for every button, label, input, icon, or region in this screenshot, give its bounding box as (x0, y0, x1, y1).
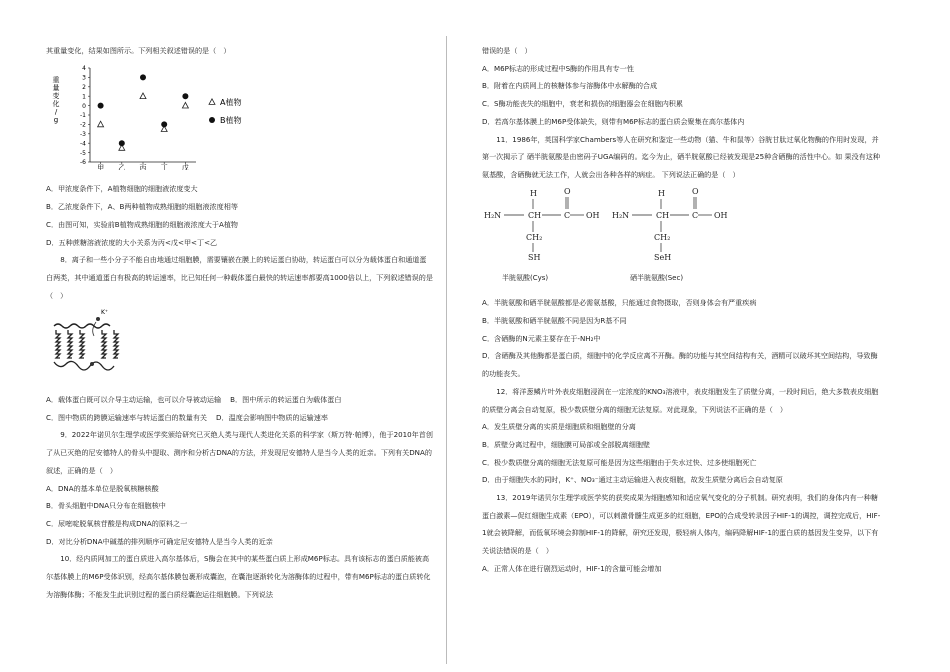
q12-option-a: A．发生质壁分离的实质是细胞质和细胞壁的分离 (482, 422, 636, 432)
b-plant-point (119, 140, 125, 146)
a-plant-point (140, 93, 146, 99)
y-tick-label: 3 (82, 74, 86, 82)
q10-option-c: C．S酶功能丧失的细胞中，衰老和损伤的细胞器会在细胞内积累 (482, 99, 683, 109)
legend-b-marker (209, 117, 215, 123)
svg-text:量: 量 (52, 83, 60, 92)
cys-ch: CH (528, 210, 542, 220)
svg-text:重: 重 (52, 75, 60, 84)
q8-protein-figure (46, 304, 433, 391)
ion-path (93, 322, 96, 336)
q8-option-d: D．温度会影响图中物质的运输速率 (216, 412, 328, 422)
sec-ch: CH (656, 210, 670, 220)
amino-acid-structures (482, 186, 742, 286)
q7-option-a: A．甲浓度条件下，A植物细胞的细胞液浓度变大 (46, 184, 198, 194)
q9-stem: 9．2022年诺贝尔生理学或医学奖颁给研究已灭绝人类与现代人类进化关系的科学家（斯万特·帕博），他于2010年首创了从已灭绝的尼安德特人的骨头中提取、测序和分析古DNA的方法，并发现尼安德特人是当今人类的近亲。下列有关DNA的叙述，正确的是（ ） (46, 430, 433, 475)
ion-dot-bottom (90, 362, 94, 366)
x-tick-label: 甲 (97, 163, 105, 170)
q12-option-c: C．极少数质壁分离的细胞无法复原可能是因为这些细胞由于失水过快、过多使细胞死亡 (482, 457, 757, 467)
scatter-chart (46, 62, 286, 170)
q7-option-d: D．五种蔗糖溶液浓度的大小关系为丙<戊<甲<丁<乙 (46, 237, 218, 247)
sec-c: C (692, 210, 699, 220)
a-plant-point (98, 121, 104, 127)
cys-label: 半胱氨酸(Cys) (502, 273, 549, 282)
y-tick-label: 1 (82, 93, 86, 101)
q8-stem: 8．离子和一些小分子不能自由地通过细胞膜，需要镶嵌在膜上的转运蛋白协助，转运蛋白可以分为载体蛋白和通道蛋白两类，其中通道蛋白有极高的转运速率，比已知任何一种载体蛋白最快的转运速率都要高1000倍以上，下列叙述错误的是（ ） (46, 255, 433, 300)
q12-stem: 12．将洋葱鳞片叶外表皮细胞浸润在一定浓度的KNO₃溶液中，表皮细胞发生了质壁分离，一段时间后，绝大多数表皮细胞的质壁分离会自动复原，极少数质壁分离的细胞无法复原。对此现象，下列说法不正确的是（ ） (482, 386, 879, 414)
cys-ch2: CH₂ (526, 232, 543, 242)
q9-option-a: A．DNA的基本单位是脱氧核糖核酸 (46, 483, 159, 493)
q8-option-b: B．图中所示的转运蛋白为载体蛋白 (230, 395, 342, 405)
q7-intro: 其重量变化，结果如图所示。下列相关叙述错误的是（ ） (46, 46, 231, 55)
y-tick-label: -1 (80, 111, 86, 119)
q11-option-a: A．半胱氨酸和硒半胱氨酸都是必需氨基酸，只能通过食物摄取，否则身体会有严重疾病 (482, 298, 757, 308)
legend-a-label: A植物 (220, 97, 242, 107)
q7-chart (46, 60, 433, 181)
legend-b-label: B植物 (220, 115, 242, 125)
sec-o: O (692, 186, 699, 196)
selenocysteine-structure (612, 187, 728, 282)
q7-option-b: B．乙浓度条件下，A、B两种植物成熟细胞的细胞液浓度相等 (46, 202, 238, 212)
sec-label: 硒半胱氨酸(Sec) (630, 273, 684, 282)
sec-ch2: CH₂ (654, 232, 671, 242)
q11-stem: 11．1986年，英国科学家Chambers等人在研究和鉴定一些动物（猫、牛和鼠等）谷胱甘肽过氧化物酶的作用时发现，并第一次揭示了 硒半胱氨酸是由密码子UGA编码的。迄今为止，硒半胱氨酸已经被发现是25种含硒酶的活性中心。如 果没有这种氨基酸，含硒酶就无法工作，人就会出各种各样的病症。 下列说法正确的是（ ） (482, 134, 880, 179)
q11-option-d: D．含硒酶及其他酶都是蛋白质，细胞中的化学反应离不开酶。酶的功能与其空间结构有关，酒精可以破坏其空间结构，导致酶的功能丧失。 (482, 351, 878, 379)
x-tick-label: 丙 (139, 163, 147, 170)
b-plant-point (98, 102, 104, 108)
q11-structure-figure (482, 184, 884, 295)
q10-stem: 10．经内质网加工的蛋白质进入高尔基体后，S酶会在其中的某些蛋白质上形成M6P标志。具有该标志的蛋白质能被高尔基体膜上的M6P受体识别，经高尔基体膜包裹形成囊泡，在囊泡逐渐转化为溶酶体的过程中，带有M6P标志的蛋白质转化为溶酶体酶；不能发生此识别过程的蛋白质经囊泡运往细胞膜。下列说法 (46, 554, 431, 599)
cysteine-structure (484, 187, 600, 282)
y-tick-label: 4 (82, 64, 86, 72)
chart-ylabel (53, 75, 60, 124)
q8-options-row2 (46, 409, 433, 427)
svg-text:/: / (54, 107, 58, 116)
cys-h: H (530, 188, 537, 198)
ion-dot (96, 317, 100, 321)
svg-text:变: 变 (52, 91, 60, 100)
x-tick-label: 丁 (160, 163, 168, 170)
cys-oh: OH (586, 210, 600, 220)
legend-a-marker (209, 99, 215, 105)
x-tick-label: 乙 (118, 163, 126, 170)
cys-h2n: H₂N (484, 210, 502, 220)
b-plant-point (182, 93, 188, 99)
q10-option-a: A．M6P标志的形成过程中S酶的作用具有专一性 (482, 63, 634, 73)
cys-o: O (564, 186, 571, 196)
y-tick-label: -6 (80, 158, 86, 166)
q9-option-c: C．尿嘧啶脱氧核苷酸是构成DNA的原料之一 (46, 518, 188, 528)
sec-h2n: H₂N (612, 210, 630, 220)
q8-options-row1 (46, 391, 433, 409)
column-divider (446, 36, 447, 664)
q9-option-d: D．对比分析DNA中碱基的排列顺序可确定尼安德特人是当今人类的近亲 (46, 536, 273, 546)
y-tick-label: -5 (80, 149, 86, 157)
q10-option-b: B．附着在内质网上的核糖体参与溶酶体中水解酶的合成 (482, 81, 658, 91)
a-plant-point (182, 102, 188, 108)
q7-option-c: C．由图可知，实验前B植物成熟细胞的细胞液浓度大于A植物 (46, 219, 239, 229)
sec-h: H (658, 188, 665, 198)
q8-option-a: A．载体蛋白既可以介导主动运输，也可以介导被动运输 (46, 395, 222, 405)
q12-option-d: D．由于细胞失水的同时，K⁺、NO₃⁻通过主动运输进入表皮细胞，故发生质壁分离后会自动复原 (482, 475, 783, 485)
sec-oh: OH (714, 210, 728, 220)
q8-option-c: C．图中物质的跨膜运输速率与转运蛋白的数量有关 (46, 412, 208, 422)
x-tick-label: 戊 (181, 163, 189, 170)
y-tick-label: -4 (80, 140, 86, 148)
q13-stem: 13．2019年诺贝尔生理学或医学奖的获奖成果为细胞感知和适应氧气变化的分子机制。研究表明，我们的身体内有一种糖蛋白激素—促红细胞生成素（EPO），可以刺激骨髓生成更多的红细胞，EPO的合成受转录因子HIF-1的调控，调控完成后，HIF-1就会被降解，而低氧环境会抑制HIF-1的降解，研究还发现，极轻病人体内，编码降解HIF-1的蛋白质的基因发生变异，以下有关说法错误的是（ ） (482, 493, 881, 556)
y-tick-label: -3 (80, 130, 86, 138)
right-column (482, 42, 884, 578)
sec-seh: SeH (654, 252, 672, 262)
q12-option-b: B．质壁分离过程中，细胞膜可局部或全部脱离细胞壁 (482, 439, 651, 449)
q11-option-b: B．半胱氨酸和硒半胱氨酸不同是因为R基不同 (482, 316, 627, 326)
y-tick-label: 2 (82, 83, 86, 91)
y-tick-label: 0 (82, 102, 86, 110)
ion-label: K⁺ (101, 309, 109, 317)
helix-bundle (54, 324, 118, 370)
b-plant-point (140, 74, 146, 80)
cys-c: C (564, 210, 571, 220)
q10-option-d: D．若高尔基体膜上的M6P受体缺失，则带有M6P标志的蛋白质会聚集在高尔基体内 (482, 116, 745, 126)
svg-text:g: g (53, 115, 59, 124)
left-column (46, 42, 433, 603)
q10-continuation: 错误的是（ ） (482, 46, 532, 55)
b-plant-point (161, 121, 167, 127)
q13-option-a: A．正常人体在进行剧烈运动时，HIF-1的含量可能会增加 (482, 563, 662, 573)
transport-protein-illustration (46, 306, 136, 382)
svg-text:化: 化 (52, 99, 60, 108)
y-tick-label: -2 (80, 121, 86, 129)
cys-sh: SH (528, 252, 541, 262)
q11-option-c: C．含硒酶的N元素主要存在于-NH₂中 (482, 333, 601, 343)
q9-option-b: B．骨头细胞中DNA只分布在细胞核中 (46, 501, 166, 511)
